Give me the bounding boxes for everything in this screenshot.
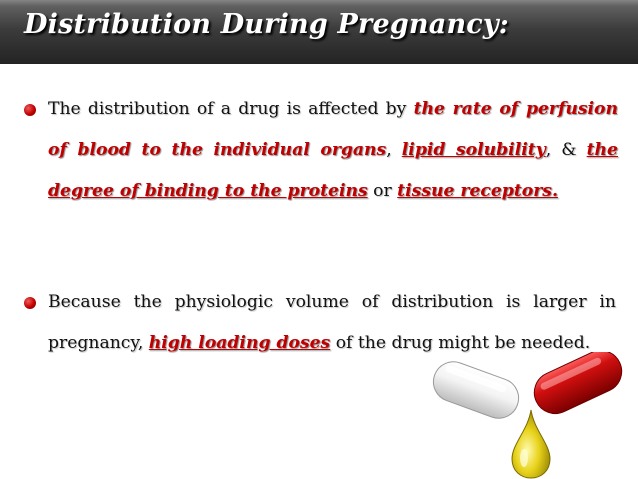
slide-title: Distribution During Pregnancy: — [24, 9, 509, 40]
bullet-text-plain: or — [367, 181, 398, 201]
capsule-and-drop-illustration — [428, 352, 638, 479]
highlight-tissue-receptors: tissue receptors. — [397, 181, 558, 201]
bullet-item-distribution-factors — [24, 89, 618, 212]
highlight-lipid-solubility: lipid solubility — [401, 140, 546, 160]
bullet-dot-icon — [24, 297, 36, 309]
bullet-text — [48, 89, 618, 212]
bullet-dot-icon — [24, 104, 36, 116]
bullet-text-plain: The distribution of a drug is affected by — [48, 99, 414, 119]
bullet-text-plain: of the drug might be needed. — [330, 333, 591, 353]
bullet-text-plain: Because the physiologic volume of distribution is larger in pregnancy, — [48, 292, 616, 353]
highlight-perfusion: the rate of perfusion of blood to the individual organs — [48, 99, 619, 160]
title-bar — [0, 0, 638, 64]
oil-drop-icon — [512, 410, 550, 478]
highlight-protein-binding: the degree of binding to the proteins — [48, 140, 618, 201]
bullet-text-plain: , — [386, 140, 402, 160]
bullet-text-plain: , & — [545, 140, 587, 160]
highlight-loading-doses: high loading doses — [148, 333, 331, 353]
capsule-icon — [428, 352, 629, 424]
